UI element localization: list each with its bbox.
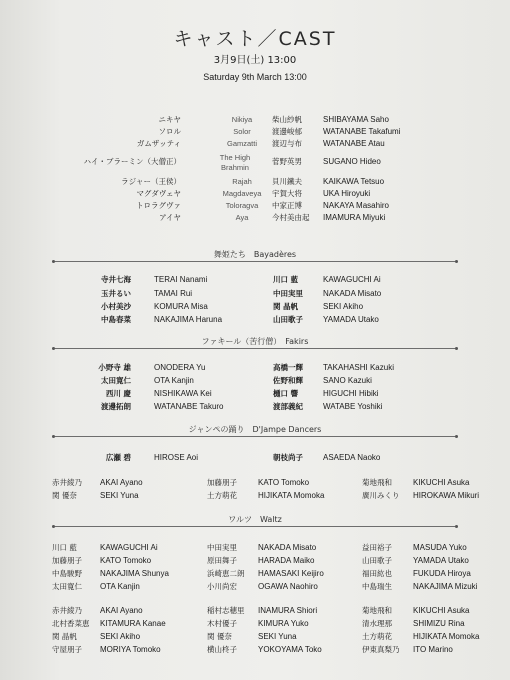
dancer-name-en: ITO Marino <box>413 645 453 654</box>
dancer-name-en: SANO Kazuki <box>323 376 372 385</box>
dancer-name-jp: 渡部義紀 <box>273 402 303 411</box>
name-jp: 貝川鐵夫 <box>272 177 302 186</box>
dancer-name-en: SEKI Akiho <box>100 632 141 641</box>
dancer-name-en: NAKAJIMA Mizuki <box>413 582 478 591</box>
dancer-name-jp: 中島瑞生 <box>362 582 392 591</box>
dancer-name-en: WATABE Yoshiki <box>323 402 383 411</box>
dancer-name-en: KAWAGUCHI Ai <box>100 543 158 552</box>
dancer-name-jp: 朝枝尚子 <box>273 453 303 462</box>
role-en: Nikiya <box>231 115 253 124</box>
dancer-name-en: HIGUCHI Hibiki <box>323 389 379 398</box>
dancer-name-jp: 清水理那 <box>362 619 392 628</box>
dancer-name-jp: 川口 藍 <box>52 543 77 552</box>
divider-end <box>455 347 458 350</box>
divider <box>55 436 455 437</box>
divider-end <box>52 525 55 528</box>
divider <box>55 261 455 262</box>
name-en: NAKAYA Masahiro <box>323 201 389 210</box>
divider-end <box>455 260 458 263</box>
dancer-name-en: ONODERA Yu <box>154 363 206 372</box>
dancer-name-en: NAKAJIMA Shunya <box>100 569 169 578</box>
name-jp: 渡辺与布 <box>272 139 302 148</box>
divider-end <box>52 260 55 263</box>
dancer-name-en: HIROSE Aoi <box>154 453 199 462</box>
performance-date-jp: 3月9日(土) 13:00 <box>213 55 297 66</box>
dancer-name-jp: 樋口 響 <box>273 389 299 398</box>
name-en: KAIKAWA Tetsuo <box>323 177 385 186</box>
divider-end <box>455 435 458 438</box>
dancer-name-jp: 関 優奈 <box>52 491 77 500</box>
dancer-name-en: TERAI Nanami <box>154 275 208 284</box>
dancer-name-en: NAKADA Misato <box>323 289 382 298</box>
dancer-name-en: NAKAJIMA Haruna <box>154 315 223 324</box>
dancer-name-jp: 太田寛仁 <box>52 582 82 591</box>
dancer-name-jp: 西川 慶 <box>105 389 131 398</box>
dancer-name-en: FUKUDA Hiroya <box>413 569 471 578</box>
role-en: Toloragva <box>225 201 259 210</box>
role-jp: ハイ・ブラーミン（大僧正） <box>83 157 181 166</box>
dancer-name-jp: 関 晶帆 <box>273 302 299 311</box>
dancer-name-en: HIJIKATA Momoka <box>413 632 480 641</box>
dancer-name-en: MORIYA Tomoko <box>100 645 161 654</box>
performance-date-en: Saturday 9th March 13:00 <box>203 72 307 82</box>
dancer-name-en: TAKAHASHI Kazuki <box>323 363 394 372</box>
dancer-name-en: YOKOYAMA Toko <box>258 645 322 654</box>
dancer-name-jp: 赤井綾乃 <box>52 606 82 615</box>
dancer-name-en: HAMASAKI Keijiro <box>258 569 324 578</box>
dancer-name-jp: 中島春菜 <box>101 315 131 324</box>
dancer-name-en: HIJIKATA Momoka <box>258 491 325 500</box>
dancer-name-jp: 寺井七海 <box>101 275 131 284</box>
dancer-name-jp: 加藤朋子 <box>207 478 237 487</box>
dancer-name-en: AKAI Ayano <box>100 478 143 487</box>
dancer-name-jp: 川口 藍 <box>273 275 299 284</box>
dancer-name-en: SHIMIZU Rina <box>413 619 465 628</box>
dancer-name-jp: 中島駿野 <box>52 569 82 578</box>
dancer-name-jp: 赤井綾乃 <box>52 478 82 487</box>
dancer-name-jp: 関 優奈 <box>207 632 232 641</box>
name-en: SUGANO Hideo <box>323 157 381 166</box>
dancer-name-en: OTA Kanjin <box>154 376 194 385</box>
dancer-name-en: MASUDA Yuko <box>413 543 467 552</box>
dancer-name-jp: 伊東真梨乃 <box>362 645 400 654</box>
dancer-name-en: NISHIKAWA Kei <box>154 389 212 398</box>
dancer-name-en: YAMADA Utako <box>413 556 469 565</box>
dancer-name-jp: 広瀬 碧 <box>105 453 131 462</box>
dancer-name-jp: 中田実里 <box>273 289 303 298</box>
dancer-name-jp: 中田実里 <box>207 543 237 552</box>
dancer-name-jp: 小野寺 雄 <box>98 363 131 372</box>
divider <box>55 526 455 527</box>
dancer-name-jp: 廣川みくり <box>362 491 400 500</box>
name-en: IMAMURA Miyuki <box>323 213 386 222</box>
name-en: UKA Hiroyuki <box>323 189 371 198</box>
role-en: Solor <box>233 127 251 136</box>
role-jp: ソロル <box>158 127 181 136</box>
dancer-name-jp: 横山柊子 <box>207 645 237 654</box>
role-en: Gamzatti <box>226 139 257 148</box>
dancer-name-en: INAMURA Shiori <box>258 606 318 615</box>
dancer-name-jp: 小村美沙 <box>101 302 131 311</box>
name-jp: 柴山紗帆 <box>272 115 302 124</box>
dancer-name-jp: 土方萌花 <box>362 632 392 641</box>
dancer-name-jp: 守屋朋子 <box>52 645 82 654</box>
divider-end <box>52 435 55 438</box>
divider-end <box>455 525 458 528</box>
dancer-name-en: KIKUCHI Asuka <box>413 478 470 487</box>
dancer-name-en: KIKUCHI Asuka <box>413 606 470 615</box>
dancer-name-jp: 太田寛仁 <box>101 376 131 385</box>
dancer-name-jp: 稲村志穂里 <box>207 606 245 615</box>
dancer-name-jp: 関 晶帆 <box>52 632 77 641</box>
dancer-name-jp: 高橋一輝 <box>273 363 303 372</box>
dancer-name-en: KITAMURA Kanae <box>100 619 166 628</box>
role-jp: ニキヤ <box>158 115 181 124</box>
role-en: Magdaveya <box>222 189 262 198</box>
dancer-name-en: SEKI Akiho <box>323 302 364 311</box>
dancer-name-jp: 佐野和輝 <box>273 376 303 385</box>
dancer-name-jp: 加藤朋子 <box>52 556 82 565</box>
dancer-name-jp: 益田裕子 <box>362 543 392 552</box>
dancer-name-en: YAMADA Utako <box>323 315 379 324</box>
dancer-name-jp: 菊地飛和 <box>362 606 392 615</box>
dancer-name-en: KOMURA Misa <box>154 302 208 311</box>
page-title: キャスト／CAST <box>173 28 337 50</box>
dancer-name-en: OTA Kanjin <box>100 582 140 591</box>
name-jp: 中家正博 <box>272 201 302 210</box>
section-title-fakirs: ファキール（苦行僧） Fakirs <box>201 337 309 346</box>
dancer-name-en: NAKADA Misato <box>258 543 317 552</box>
section-title-bayaderes: 舞姫たち Bayadères <box>213 250 297 259</box>
role-en: The High Brahmin <box>219 153 251 172</box>
dancer-name-en: KATO Tomoko <box>258 478 310 487</box>
dancer-name-en: SEKI Yuna <box>258 632 297 641</box>
role-en: Rajah <box>232 177 252 186</box>
name-jp: 渡邊峻郁 <box>272 127 302 136</box>
dancer-name-en: KATO Tomoko <box>100 556 152 565</box>
dancer-name-jp: 山田歌子 <box>273 315 303 324</box>
name-en: SHIBAYAMA Saho <box>323 115 389 124</box>
name-jp: 今村美由起 <box>272 213 310 222</box>
dancer-name-en: ASAEDA Naoko <box>323 453 381 462</box>
dancer-name-en: TAMAI Rui <box>154 289 193 298</box>
name-en: WATANABE Atau <box>323 139 385 148</box>
role-en: Aya <box>235 213 249 222</box>
role-jp: マグダヴェヤ <box>136 189 181 198</box>
dancer-name-jp: 原田舞子 <box>207 556 237 565</box>
name-en: WATANABE Takafumi <box>323 127 401 136</box>
dancer-name-jp: 土方萌花 <box>207 491 237 500</box>
name-jp: 菅野英男 <box>272 157 302 166</box>
name-jp: 宇賀大将 <box>272 189 302 198</box>
dancer-name-jp: 菊地飛和 <box>362 478 392 487</box>
section-title-waltz: ワルツ Waltz <box>228 515 282 524</box>
dancer-name-en: HIROKAWA Mikuri <box>413 491 480 500</box>
dancer-name-jp: 福田紘也 <box>362 569 392 578</box>
divider <box>55 348 455 349</box>
dancer-name-jp: 浜崎恵二朗 <box>207 569 245 578</box>
dancer-name-jp: 木村優子 <box>207 619 237 628</box>
dancer-name-en: KAWAGUCHI Ai <box>323 275 381 284</box>
divider-end <box>52 347 55 350</box>
role-jp: トロラグヴァ <box>136 201 181 210</box>
role-jp: ラジャー（王侯） <box>121 177 181 186</box>
role-jp: ガムザッティ <box>136 139 181 148</box>
dancer-name-jp: 玉井るい <box>101 289 131 298</box>
dancer-name-jp: 北村香菜恵 <box>52 619 90 628</box>
dancer-name-jp: 渡邊拓朗 <box>101 402 131 411</box>
dancer-name-en: SEKI Yuna <box>100 491 139 500</box>
dancer-name-en: AKAI Ayano <box>100 606 143 615</box>
dancer-name-jp: 小川尚宏 <box>207 582 237 591</box>
dancer-name-en: OGAWA Naohiro <box>258 582 318 591</box>
dancer-name-en: WATANABE Takuro <box>154 402 224 411</box>
section-title-djampe: ジャンペの踊り D'Jampe Dancers <box>188 425 322 434</box>
dancer-name-en: KIMURA Yuko <box>258 619 309 628</box>
dancer-name-jp: 山田歌子 <box>362 556 392 565</box>
dancer-name-en: HARADA Maiko <box>258 556 315 565</box>
role-jp: アイヤ <box>159 213 181 222</box>
